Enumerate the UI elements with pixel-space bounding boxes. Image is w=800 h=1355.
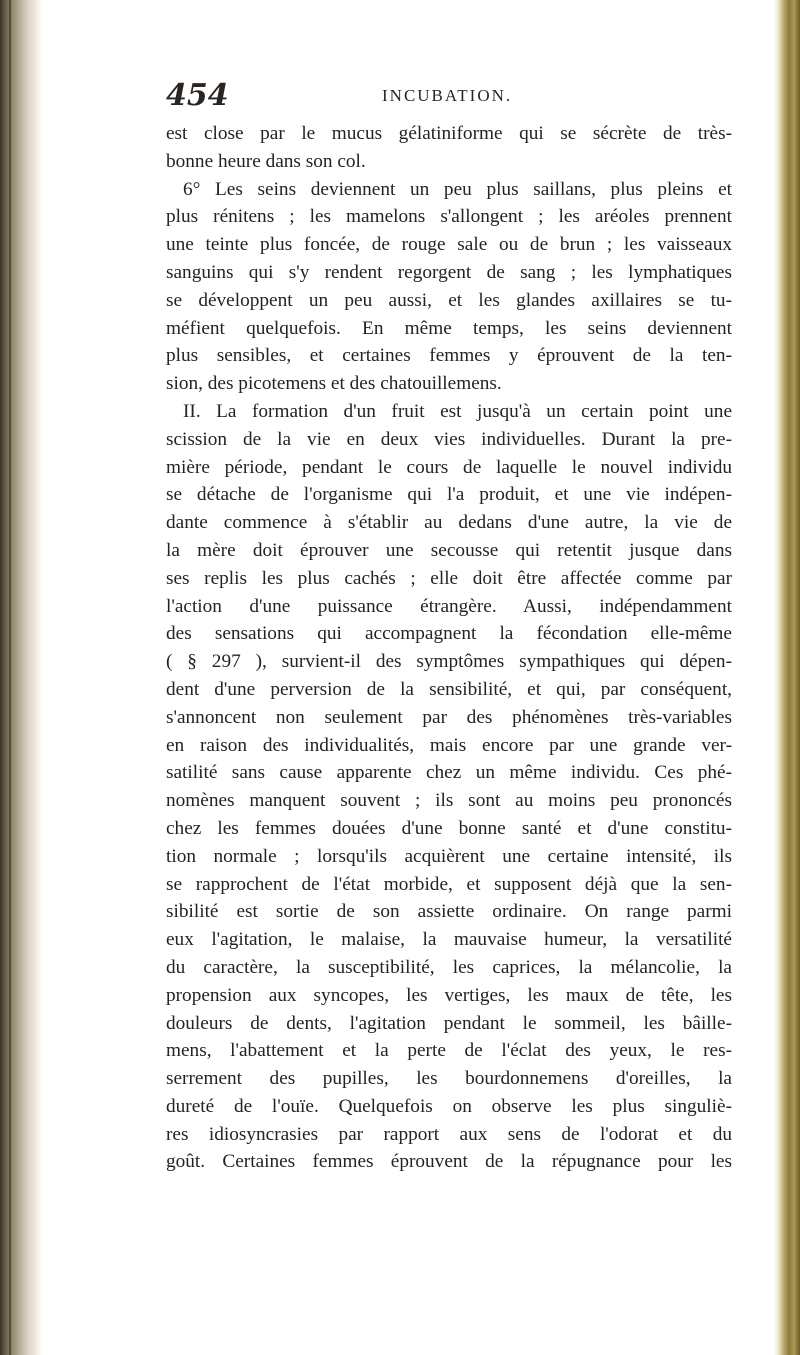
text-line: méfient quelquefois. En même temps, les seins deviennent <box>166 317 732 339</box>
running-head: INCUBATION. <box>382 86 513 105</box>
text-line: dante commence à s'établir au dedans d'une autre, la vie de <box>166 512 732 534</box>
text-line: chez les femmes douées d'une bonne santé et d'une constitu- <box>166 817 732 839</box>
text-line: propension aux syncopes, les vertiges, les maux de tête, les <box>166 984 732 1006</box>
text-line: goût. Certaines femmes éprouvent de la répugnance pour les <box>166 1151 732 1173</box>
text-line: bonne heure dans son col. <box>166 150 366 172</box>
text-line: sibilité est sortie de son assiette ordinaire. On range parmi <box>166 901 732 923</box>
text-line: se développent un peu aussi, et les glandes axillaires se tu- <box>166 289 732 311</box>
text-line: sion, des picotemens et des chatouillemens. <box>166 373 502 395</box>
text-line: des sensations qui accompagnent la fécondation elle-même <box>166 623 732 645</box>
text-line: dent d'une perversion de la sensibilité, et qui, par conséquent, <box>166 678 732 700</box>
page-header <box>166 76 726 116</box>
page-number: 454 <box>166 78 229 113</box>
text-line: 6° Les seins deviennent un peu plus saillans, plus pleins et <box>183 178 732 200</box>
text-line: mens, l'abattement et la perte de l'éclat des yeux, le res- <box>166 1040 732 1062</box>
text-line: se rapprochent de l'état morbide, et supposent déjà que la sen- <box>166 873 732 895</box>
text-line: dureté de l'ouïe. Quelquefois on observe les plus singuliè- <box>166 1095 732 1117</box>
text-line: tion normale ; lorsqu'ils acquièrent une certaine intensité, ils <box>166 845 732 867</box>
text-line: II. La formation d'un fruit est jusqu'à un certain point une <box>183 400 732 422</box>
text-line: est close par le mucus gélatiniforme qui se sécrète de très- <box>166 123 732 144</box>
text-line: res idiosyncrasies par rapport aux sens de l'odorat et du <box>166 1123 732 1145</box>
text-line: ( § 297 ), survient-il des symptômes sympathiques qui dépen- <box>166 651 732 673</box>
text-line: du caractère, la susceptibilité, les caprices, la mélancolie, la <box>166 956 732 978</box>
text-line: mière période, pendant le cours de laquelle le nouvel individu <box>166 456 732 478</box>
text-line: se détache de l'organisme qui l'a produit, et une vie indépen- <box>166 484 732 506</box>
text-line: plus rénitens ; les mamelons s'allongent ; les aréoles prennent <box>166 206 732 228</box>
text-line: nomènes manquent souvent ; ils sont au moins peu prononcés <box>166 790 732 812</box>
text-line: s'annoncent non seulement par des phénomènes très-variables <box>166 706 732 728</box>
text-line: une teinte plus foncée, de rouge sale ou de brun ; les vaisseaux <box>166 234 732 256</box>
text-line: satilité sans cause apparente chez un même individu. Ces phé- <box>166 762 732 784</box>
text-line: scission de la vie en deux vies individuelles. Durant la pre- <box>166 428 732 450</box>
text-line: eux l'agitation, le malaise, la mauvaise humeur, la versatilité <box>166 929 732 951</box>
text-line: la mère doit éprouver une secousse qui retentit jusque dans <box>166 539 732 561</box>
text-line: plus sensibles, et certaines femmes y éprouvent de la ten- <box>166 345 732 367</box>
body-text <box>166 120 732 1176</box>
text-line: serrement des pupilles, les bourdonnemens d'oreilles, la <box>166 1068 732 1090</box>
text-line: l'action d'une puissance étrangère. Aussi, indépendamment <box>166 595 732 617</box>
text-line: en raison des individualités, mais encore par une grande ver- <box>166 734 732 756</box>
text-line: douleurs de dents, l'agitation pendant le sommeil, les bâille- <box>166 1012 732 1034</box>
text-line: sanguins qui s'y rendent regorgent de sang ; les lymphatiques <box>166 261 732 283</box>
text-line: ses replis les plus cachés ; elle doit être affectée comme par <box>166 567 732 589</box>
